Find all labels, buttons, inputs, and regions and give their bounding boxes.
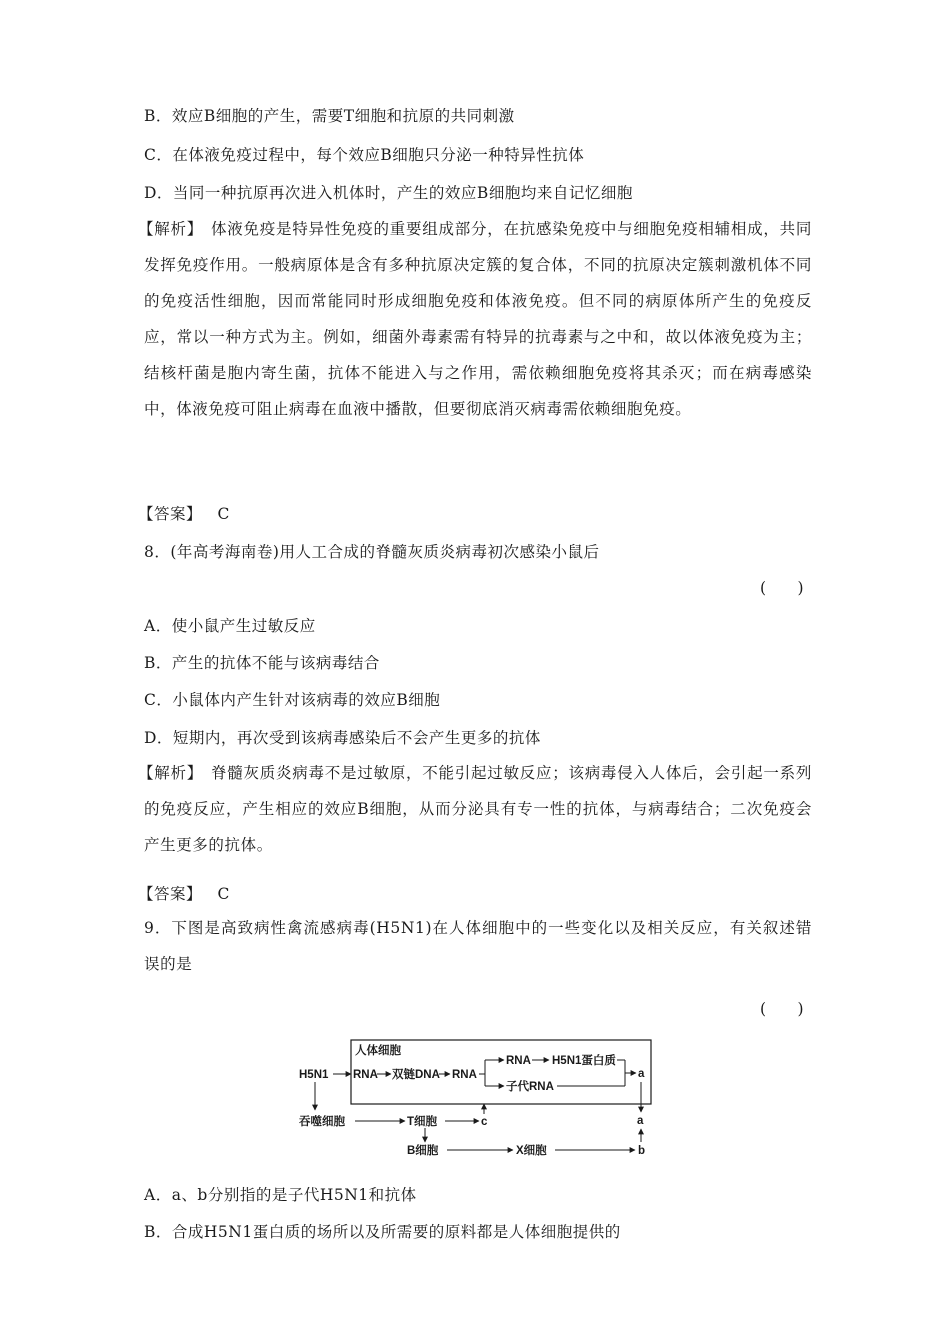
q8-answer-bracket: ( ): [760, 579, 812, 597]
q8-analysis-text: 脊髓灰质炎病毒不是过敏原，不能引起过敏反应；该病毒侵入人体后，会引起一系列的免疫反应，产生相应的效应B细胞，从而分泌具有专一性的抗体，与病毒结合；二次免疫会产生更多的抗体。: [144, 764, 813, 854]
q8-answer-label: 【答案】: [138, 885, 203, 903]
label-t-cell: T细胞: [407, 1116, 438, 1128]
label-child-rna: 子代RNA: [506, 1081, 554, 1093]
h5n1-flow-diagram: [295, 1030, 665, 1165]
label-rna3: RNA: [506, 1055, 531, 1067]
q8-analysis-label: 【解析】: [138, 764, 203, 782]
q8-option-b: B．产生的抗体不能与该病毒结合: [144, 654, 380, 672]
q8-option-d: D．短期内，再次受到该病毒感染后不会产生更多的抗体: [144, 729, 541, 747]
q9-answer-bracket: ( ): [760, 1000, 812, 1018]
q7-answer-value: C: [217, 505, 230, 523]
q7-answer-label: 【答案】: [138, 505, 203, 523]
q8-answer-value: C: [217, 885, 230, 903]
label-a-top: a: [638, 1068, 645, 1080]
q7-analysis-label: 【解析】: [138, 220, 203, 238]
q7-option-b: B．效应B细胞的产生，需要T细胞和抗原的共同刺激: [144, 107, 515, 125]
label-b: b: [638, 1145, 646, 1157]
label-h5n1: H5N1: [299, 1069, 329, 1081]
label-rna1: RNA: [353, 1069, 378, 1081]
q9-option-b: B．合成H5N1蛋白质的场所以及所需要的原料都是人体细胞提供的: [144, 1223, 621, 1241]
q7-option-c: C．在体液免疫过程中，每个效应B细胞只分泌一种特异性抗体: [144, 146, 585, 164]
q9-stem: 9．下图是高致病性禽流感病毒(H5N1)在人体细胞中的一些变化以及相关反应，有关叙述错误的是: [144, 919, 812, 973]
label-phagocyte: 吞噬细胞: [299, 1116, 345, 1128]
label-a-mid: a: [637, 1115, 644, 1127]
q7-analysis-text: 体液免疫是特异性免疫的重要组成部分，在抗感染免疫中与细胞免疫相辅相成，共同发挥免疫作用。一般病原体是含有多种抗原决定簇的复合体，不同的抗原决定簇刺激机体不同的免疫活性细胞，因而常能同时形成细胞免疫和体液免疫。但不同的病原体所产生的免疫反应，常以一种方式为主。例如，细菌外毒素需有特异的抗毒素与之中和，故以体液免疫为主；结核杆菌是胞内寄生菌，抗体不能进入与之作用，需依赖细胞免疫将其杀灭；而在病毒感染中，体液免疫可阻止病毒在血液中播散，但要彻底消灭病毒需依赖细胞免疫。: [144, 220, 813, 418]
label-x-cell: X细胞: [516, 1145, 547, 1157]
q7-analysis: [138, 211, 813, 427]
q8-option-a: A．使小鼠产生过敏反应: [144, 617, 316, 635]
label-c: c: [481, 1116, 488, 1128]
q7-answer: [138, 502, 230, 524]
q7-option-d: D．当同一种抗原再次进入机体时，产生的效应B细胞均来自记忆细胞: [144, 184, 633, 202]
label-dsdna: 双链DNA: [392, 1069, 440, 1081]
q8-option-c: C．小鼠体内产生针对该病毒的效应B细胞: [144, 691, 441, 709]
label-b-cell: B细胞: [407, 1145, 439, 1157]
q8-analysis: [138, 755, 813, 863]
box-title: 人体细胞: [355, 1045, 401, 1057]
q8-answer: [138, 882, 230, 904]
q8-stem: 8．(年高考海南卷)用人工合成的脊髓灰质炎病毒初次感染小鼠后: [144, 543, 600, 561]
label-rna2: RNA: [452, 1069, 477, 1081]
q9-option-a: A．a、b分别指的是子代H5N1和抗体: [144, 1186, 417, 1204]
label-protein: H5N1蛋白质: [552, 1055, 616, 1067]
